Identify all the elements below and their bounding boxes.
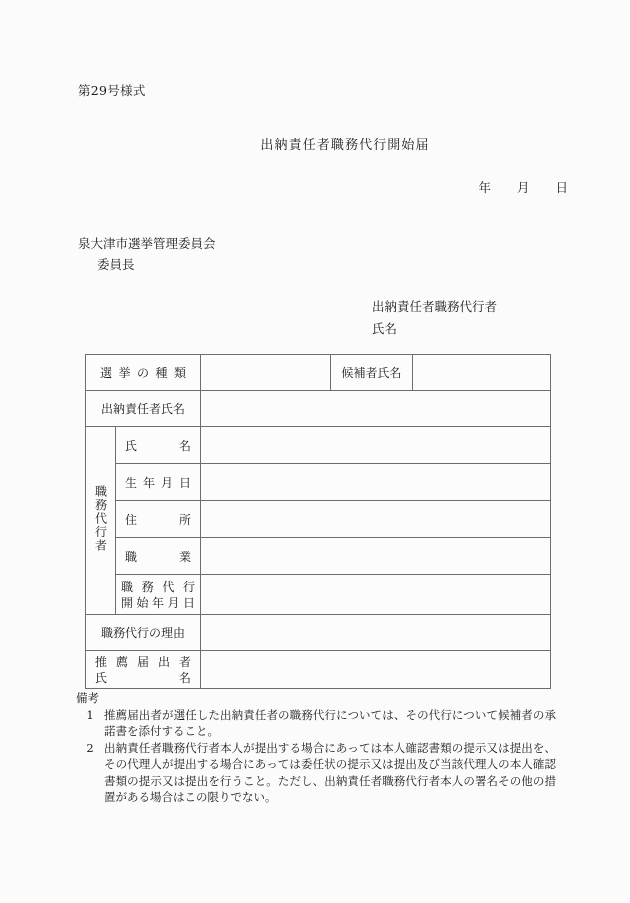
label-election-type: [86, 355, 201, 391]
label-deputy-birthdate-text: 生 年 月 日: [125, 475, 191, 490]
label-deputy-address: [116, 501, 201, 538]
field-deputy-occupation[interactable]: [201, 538, 551, 575]
date-line: [478, 178, 568, 196]
label-deputy-name: [116, 427, 201, 464]
table-row-treasurer-name: [86, 391, 551, 427]
label-treasurer-name: 出納責任者氏名: [86, 391, 201, 427]
addressee-organization: 泉大津市選挙管理委員会: [78, 236, 216, 251]
submitter-block: [372, 296, 497, 340]
table-row-deputy-address: [86, 501, 551, 538]
note-item: [76, 740, 556, 806]
field-recommender[interactable]: [201, 651, 551, 689]
label-deputy-occupation: [116, 538, 201, 575]
note-number: 1: [86, 707, 94, 722]
label-election-type-text: 選 挙 の 種 類: [100, 366, 186, 380]
table-row-deputy-start-date: [86, 575, 551, 615]
submitter-name-label: 氏名: [372, 321, 398, 336]
table-row-deputy-birthdate: [86, 464, 551, 501]
field-deputy-address[interactable]: [201, 501, 551, 538]
label-deputy-block-vertical: [86, 427, 116, 615]
note-item: [76, 707, 556, 740]
table-row-deputy-name: [86, 427, 551, 464]
label-recommender: [86, 651, 201, 689]
label-deputy-occupation-text: 職 業: [125, 549, 191, 564]
label-recommender-line2: 氏 名: [95, 670, 191, 685]
date-day-label: 日: [555, 180, 568, 195]
addressee-officer: 委員長: [97, 257, 135, 272]
field-reason[interactable]: [201, 615, 551, 651]
label-deputy-birthdate: [116, 464, 201, 501]
table-row-deputy-occupation: [86, 538, 551, 575]
field-deputy-name[interactable]: [201, 427, 551, 464]
page-title: 出納責任者職務代行開始届: [260, 138, 430, 153]
field-deputy-start-date[interactable]: [201, 575, 551, 615]
submitter-role: 出納責任者職務代行者: [372, 299, 498, 314]
notes-section: [76, 690, 556, 806]
table-row-reason: [86, 615, 551, 651]
table-row-recommender: [86, 651, 551, 689]
note-number: 2: [86, 740, 94, 755]
label-deputy-start-date-line2: 開始年月日: [121, 595, 195, 610]
date-year-label: 年: [478, 180, 491, 195]
label-deputy-address-text: 住 所: [125, 512, 191, 527]
date-month-label: 月: [516, 180, 530, 195]
form-number: 第29号様式: [78, 83, 146, 98]
notes-title: 備考: [76, 691, 99, 705]
note-text: 出納責任者職務代行者本人が提出する場合にあっては本人確認書類の提示又は提出を、その代理人が提出する場合にあっては委任状の提示又は提出及び当該代理人の本人確認書類の提示又は提出を行うこと。ただし、出納責任者職務代行者本人の署名その他の措置がある場合はこの限りでない。: [104, 740, 556, 804]
field-deputy-birthdate[interactable]: [201, 464, 551, 501]
note-text: 推薦届出者が選任した出納責任者の職務代行については、その代行について候補者の承諾書を添付すること。: [104, 707, 556, 738]
label-deputy-start-date-line1: 職 務 代 行: [121, 579, 195, 594]
form-table: [85, 354, 551, 689]
label-recommender-line1: 推 薦 届 出 者: [95, 654, 191, 669]
label-reason: 職務代行の理由: [86, 615, 201, 651]
table-row-election-type: [86, 355, 551, 391]
field-candidate-name[interactable]: [413, 355, 551, 391]
label-deputy-name-text: 氏 名: [125, 438, 191, 453]
label-deputy-block-text: 職務代行者: [93, 485, 108, 553]
label-deputy-start-date: [116, 575, 201, 615]
addressee-block: [78, 233, 216, 275]
label-candidate-name: 候補者氏名: [331, 355, 413, 391]
field-treasurer-name[interactable]: [201, 391, 551, 427]
field-election-type[interactable]: [201, 355, 331, 391]
